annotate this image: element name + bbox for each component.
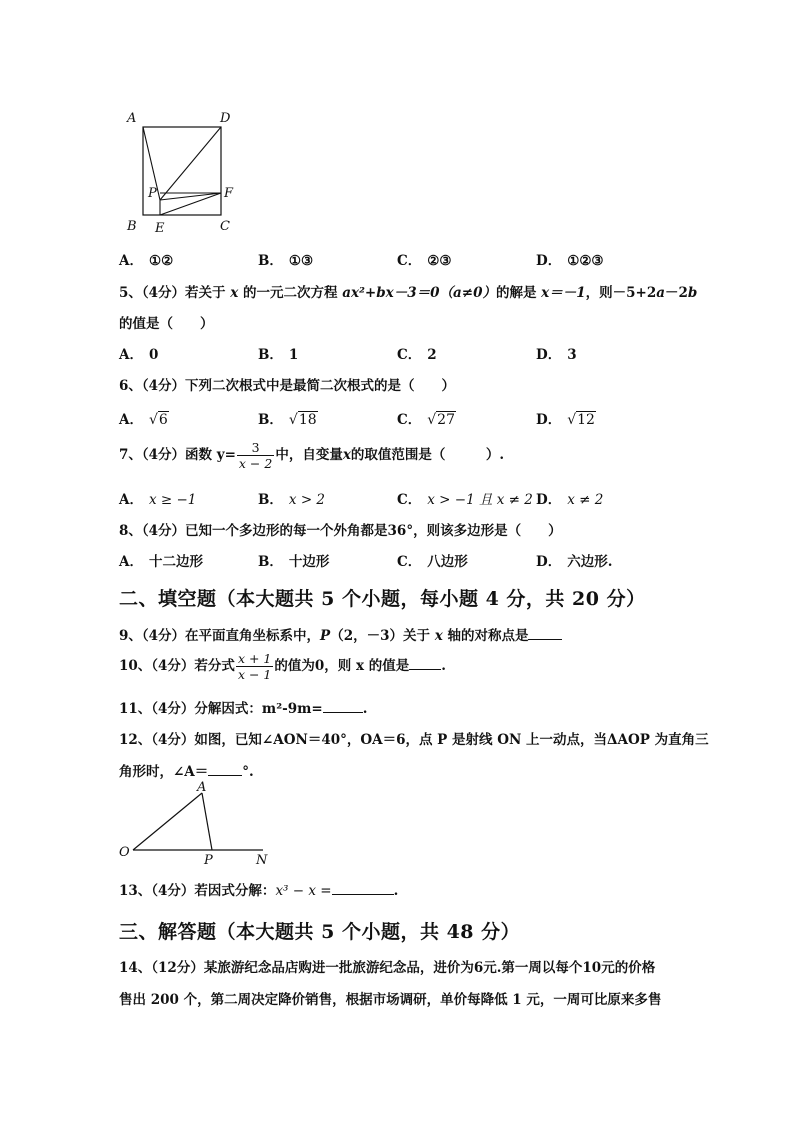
section-2-heading: 二、填空题（本大题共 5 个小题，每小题 4 分，共 20 分）: [119, 588, 646, 610]
question-6: 6、（4分）下列二次根式中是最简二次根式的是（ ）: [119, 378, 456, 394]
q12-answer-blank[interactable]: [208, 763, 242, 776]
label-P: P: [204, 853, 213, 866]
triangle-figure: [115, 780, 275, 866]
q11-answer-blank[interactable]: [323, 700, 363, 713]
q4-option-b: B． ①③: [258, 253, 314, 269]
q8-option-d: D． 六边形.: [536, 554, 613, 570]
q8-option-c: C． 八边形: [397, 554, 468, 570]
question-8: 8、（4分）已知一个多边形的每一个外角都是36°，则该多边形是（ ）: [119, 523, 562, 539]
question-12-line1: 12、（4分）如图，已知∠AON＝40°，OA＝6，点 P 是射线 ON 上一动点，当ΔAOP 为直角三: [119, 732, 709, 748]
q6-option-d: D． √12: [536, 412, 595, 428]
q13-answer-blank[interactable]: [332, 882, 394, 895]
question-11: 11、（4分）分解因式：m²-9m= .: [119, 701, 368, 717]
q4-option-a: A． ①②: [119, 253, 174, 269]
question-5: 5、（4分）若关于 x 的一元二次方程 ax²+bx－3＝0（a≠0）的解是 x＝－1，则－5+2a－2b: [119, 285, 698, 301]
square-figure: [118, 105, 248, 235]
q6-option-a: A． √6: [119, 412, 168, 428]
q7-option-d: D． x ≠ 2: [536, 492, 604, 508]
label-A: A: [127, 111, 137, 126]
q9-answer-blank[interactable]: [528, 627, 562, 640]
label-F: F: [224, 186, 234, 201]
q5-option-a: A． 0: [119, 347, 159, 363]
label-P: P: [148, 186, 157, 201]
q7-option-b: B． x > 2: [258, 492, 326, 508]
q7-fraction: $\frac{3}{x - 2}$: [238, 440, 273, 471]
question-5-line2: 的值是（ ）: [119, 316, 214, 332]
q6-option-c: C． √27: [397, 412, 455, 428]
q5-option-c: C． 2: [397, 347, 437, 363]
q5-option-b: B． 1: [258, 347, 299, 363]
question-7: 7、（4分）函数 y= $\frac{3}{x - 2}$ 中，自变量x的取值范围是（ ）.: [119, 440, 505, 471]
q7-option-a: A． x ≥ −1: [119, 492, 197, 508]
label-C: C: [220, 219, 230, 234]
q7-option-c: C． x > −1 且 x ≠ 2: [397, 492, 533, 508]
question-10: 10、（4分）若分式 $\frac{x + 1}{x - 1}$ 的值为0，则 x 的值是 .: [119, 651, 446, 682]
question-14-line1: 14、（12分）某旅游纪念品店购进一批旅游纪念品，进价为6元.第一周以每个10元的价格: [119, 960, 656, 976]
q4-option-d: D． ①②③: [536, 253, 604, 269]
q5-option-d: D． 3: [536, 347, 577, 363]
question-9: 9、（4分）在平面直角坐标系中，P（2，－3）关于 x 轴的对称点是: [119, 624, 562, 644]
q8-option-a: A． 十二边形: [119, 554, 203, 570]
q10-fraction: $\frac{x + 1}{x - 1}$: [237, 651, 272, 682]
q6-option-b: B． √18: [258, 412, 317, 428]
question-14-line2: 售出 200 个，第二周决定降价销售，根据市场调研，单价每降低 1 元，一周可比原来多售: [119, 992, 662, 1008]
label-B: B: [127, 219, 137, 234]
label-N: N: [256, 853, 268, 866]
question-12-line2: 角形时，∠A＝ °.: [119, 764, 254, 780]
q4-option-c: C． ②③: [397, 253, 452, 269]
label-E: E: [155, 221, 165, 235]
q8-option-b: B． 十边形: [258, 554, 330, 570]
label-A: A: [197, 780, 207, 795]
label-O: O: [119, 845, 130, 860]
label-D: D: [220, 111, 231, 126]
q10-answer-blank[interactable]: [409, 657, 441, 670]
question-13: 13、（4分）若因式分解：x³ − x = .: [119, 883, 399, 899]
section-3-heading: 三、解答题（本大题共 5 个小题，共 48 分）: [119, 921, 521, 943]
